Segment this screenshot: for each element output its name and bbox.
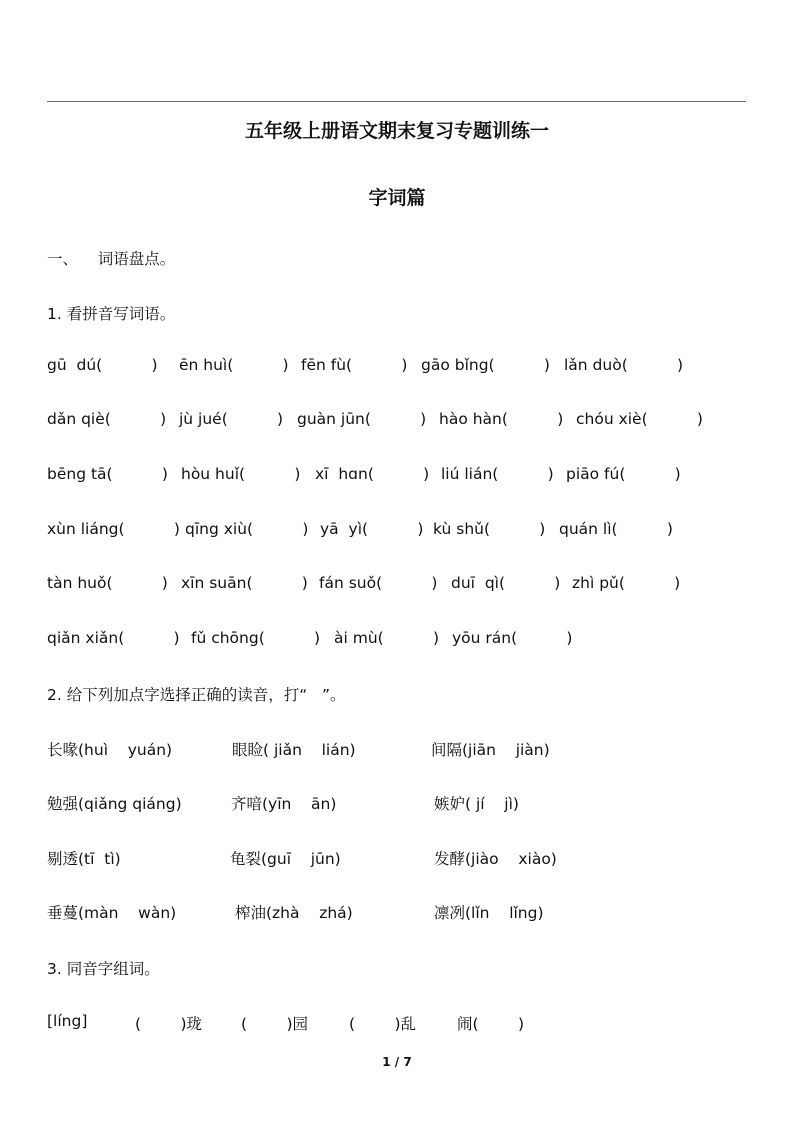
homophone-item: 闹( ) <box>457 1015 525 1033</box>
pinyin-item: guàn jūn( ) <box>297 410 427 428</box>
pinyin-item: tàn huǒ( ) <box>47 574 168 592</box>
reading-item: 齐喑(yīn ān) <box>231 795 337 813</box>
pinyin-item: fǔ chōng( ) <box>191 629 321 647</box>
reading-item: 发酵(jiào xiào) <box>434 850 557 868</box>
section-heading: 一、 词语盘点。 <box>47 250 176 268</box>
pinyin-item: ēn huì( ) <box>179 356 289 374</box>
pinyin-item: bēng tā( ) <box>47 465 168 483</box>
pinyin-item: fán suǒ( ) <box>319 574 438 592</box>
pinyin-item: liú lián( ) <box>441 465 554 483</box>
homophone-sound: [líng] <box>47 1012 88 1030</box>
question-3-heading: 3. 同音字组词。 <box>47 960 160 978</box>
pinyin-item: yā yì( ) <box>320 520 424 538</box>
pinyin-item: qiǎn xiǎn( ) <box>47 629 180 647</box>
page-number: 1 / 7 <box>382 1055 412 1069</box>
pinyin-item: fēn fù( ) <box>301 356 408 374</box>
pinyin-item: kù shǔ( ) <box>433 520 546 538</box>
pinyin-item: ài mù( ) <box>334 629 440 647</box>
pinyin-item: xùn liáng( ) <box>47 520 180 538</box>
pinyin-item: gū dú( ) <box>47 356 158 374</box>
reading-item: 剔透(tī tì) <box>47 850 121 868</box>
homophone-item: ( )园 <box>241 1015 309 1033</box>
homophone-item: ( )珑 <box>135 1015 203 1033</box>
pinyin-item: yōu rán( ) <box>452 629 573 647</box>
reading-item: 榨油(zhà zhá) <box>235 904 353 922</box>
pinyin-item: duī qì( ) <box>451 574 561 592</box>
pinyin-item: zhì pǔ( ) <box>572 574 681 592</box>
reading-item: 间隔(jiān jiàn) <box>431 741 550 759</box>
pinyin-item: xī hɑn( ) <box>315 465 430 483</box>
pinyin-item: hòu huǐ( ) <box>181 465 301 483</box>
reading-item: 眼睑( jiǎn lián) <box>232 741 356 759</box>
reading-item: 勉强(qiǎng qiáng) <box>47 795 182 813</box>
pinyin-item: xīn suān( ) <box>181 574 308 592</box>
pinyin-item: hào hàn( ) <box>439 410 564 428</box>
document-title: 五年级上册语文期末复习专题训练一 <box>244 120 549 142</box>
question-1-heading: 1. 看拼音写词语。 <box>47 305 176 323</box>
reading-item: 长喙(huì yuán) <box>47 741 173 759</box>
question-2-heading: 2. 给下列加点字选择正确的读音，打“ ”。 <box>47 686 346 704</box>
pinyin-item: dǎn qiè( ) <box>47 410 167 428</box>
pinyin-item: lǎn duò( ) <box>564 356 684 374</box>
reading-item: 龟裂(guī jūn) <box>230 850 341 868</box>
pinyin-item: chóu xiè( ) <box>576 410 703 428</box>
reading-item: 垂蔓(màn wàn) <box>47 904 177 922</box>
document-subtitle: 字词篇 <box>368 187 426 209</box>
pinyin-item: piāo fú( ) <box>566 465 681 483</box>
pinyin-item: jù jué( ) <box>179 410 284 428</box>
header-rule <box>47 101 746 102</box>
reading-item: 嫉妒( jí jì) <box>434 795 519 813</box>
pinyin-item: qīng xiù( ) <box>185 520 309 538</box>
homophone-item: ( )乱 <box>349 1015 417 1033</box>
pinyin-item: gāo bǐng( ) <box>421 356 550 374</box>
reading-item: 凛冽(lǐn lǐng) <box>434 904 544 922</box>
pinyin-item: quán lì( ) <box>559 520 673 538</box>
